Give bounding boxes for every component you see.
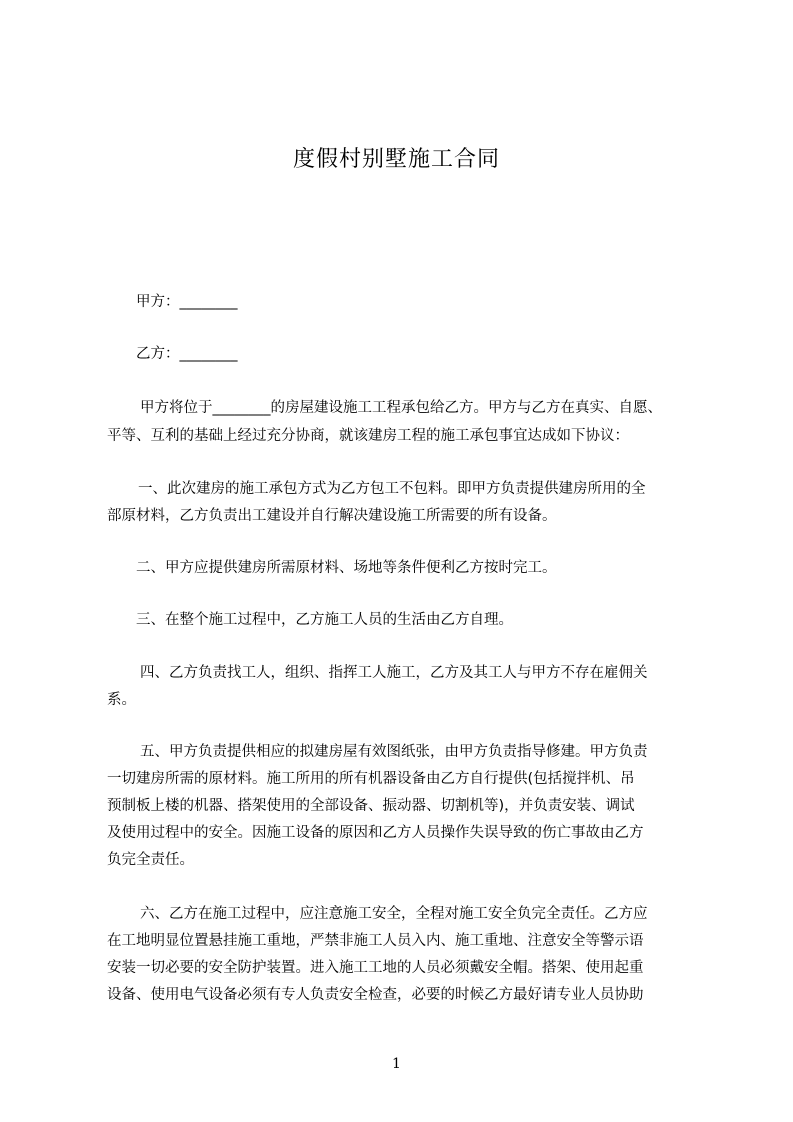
party-a-label: 甲方： [136,294,180,310]
clause-3-line-1: 三、在整个施工过程中，乙方施工人员的生活由乙方自理。 [136,612,513,628]
document-title: 度假村别墅施工合同 [292,147,500,172]
party-b-line [136,344,238,364]
party-b-value: ________ [179,346,238,362]
clause-5-line-4: 及使用过程中的安全。因施工设备的原因和乙方人员操作失误导致的伤亡事故由乙方 [107,825,644,841]
intro-pre: 甲方将位于 [140,400,213,416]
clause-5-line-1: 五、甲方负责提供相应的拟建房屋有效图纸张，由甲方负责指导修建。甲方负责 [140,744,648,760]
clause-6-line-2: 在工地明显位置悬挂施工重地，严禁非施工人员入内、施工重地、注意安全等警示语 [107,933,644,949]
party-a-value: ________ [179,294,238,310]
intro-line-1 [140,398,662,418]
clause-5-line-2: 一切建房所需的原材料。施工所用的所有机器设备由乙方自行提供(包括搅拌机、吊 [107,771,635,787]
clause-1-line-2: 部原材料，乙方负责出工建设并自行解决建设施工所需要的所有设备。 [107,508,557,524]
clause-5-line-3: 预制板上楼的机器、搭架使用的全部设备、振动器、切割机等)，并负责安装、调试 [107,798,635,814]
party-b-label: 乙方： [136,346,180,362]
clause-6-line-4: 设备、使用电气设备必须有专人负责安全检查，必要的时候乙方最好请专业人员协助 [107,987,644,1003]
clause-6-line-3: 安装一切必要的安全防护装置。进入施工工地的人员必须戴安全帽。搭架、使用起重 [107,960,644,976]
intro-location-blank: ________ [212,400,271,416]
clause-1-line-1: 一、此次建房的施工承包方式为乙方包工不包料。即甲方负责提供建房所用的全 [138,481,646,497]
clause-2-line-1: 二、甲方应提供建房所需原材料、场地等条件便利乙方按时完工。 [136,560,557,576]
clause-5-line-5: 负完全责任。 [107,852,194,868]
party-a-line [136,292,238,312]
page-number: 1 [392,1056,401,1072]
clause-4-line-1: 四、乙方负责找工人，组织、指挥工人施工，乙方及其工人与甲方不存在雇佣关 [140,665,648,681]
intro-line-2: 平等、互利的基础上经过充分协商，就该建房工程的施工承包事宜达成如下协议： [107,428,629,444]
intro-post: 的房屋建设施工工程承包给乙方。甲方与乙方在真实、自愿、 [270,400,662,416]
clause-6-line-1: 六、乙方在施工过程中，应注意施工安全，全程对施工安全负完全责任。乙方应 [140,906,648,922]
clause-4-line-2: 系。 [107,692,136,708]
